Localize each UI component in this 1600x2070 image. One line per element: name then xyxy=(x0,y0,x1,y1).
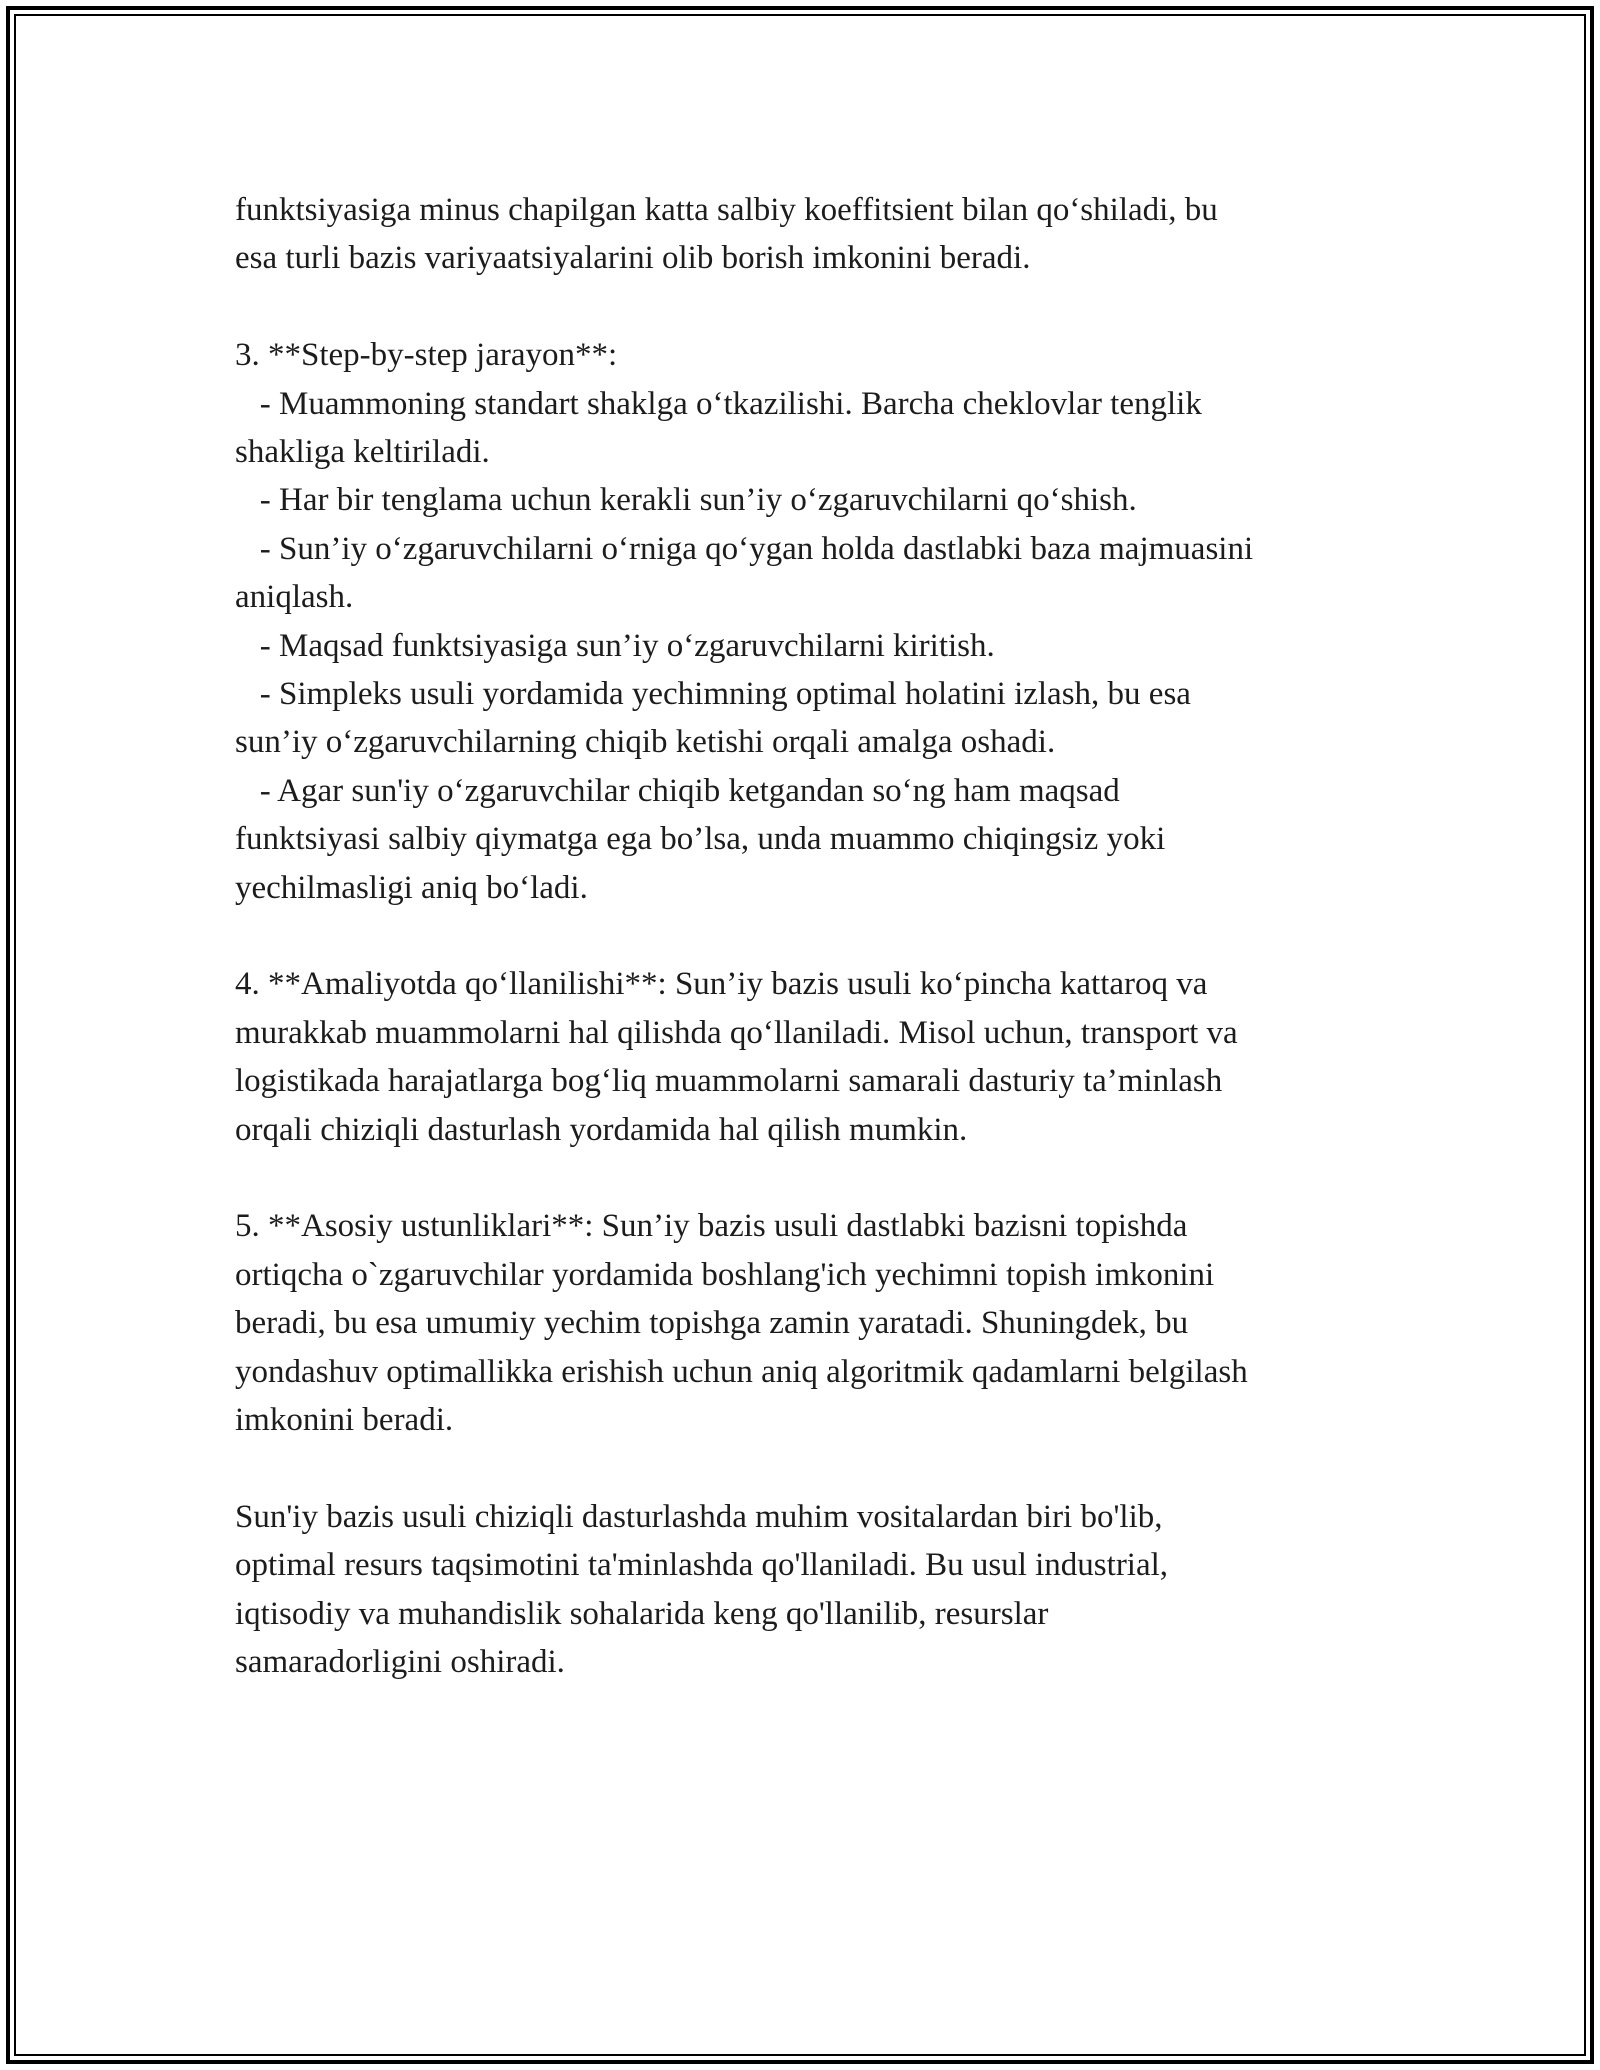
paragraph-continuation xyxy=(235,186,1395,283)
text-line: yechilmasligi aniq bo‘ladi. xyxy=(235,869,588,906)
text-line: imkonini beradi. xyxy=(235,1402,454,1439)
text-line: 5. **Asosiy ustunliklari**: Sun’iy bazis usuli dastlabki bazisni topishda xyxy=(235,1208,1188,1245)
text-line: aniqlash. xyxy=(235,579,354,616)
text-line: yondashuv optimallikka erishish uchun aniq algoritmik qadamlarni belgilash xyxy=(235,1353,1248,1390)
text-line: sun’iy o‘zgaruvchilarning chiqib ketishi orqali amalga oshadi. xyxy=(235,724,1056,761)
text-line: beradi, bu esa umumiy yechim topishga zamin yaratadi. Shuningdek, bu xyxy=(235,1305,1189,1342)
text-line: samaradorligini oshiradi. xyxy=(235,1644,565,1681)
text-line: ortiqcha o`zgaruvchilar yordamida boshlang'ich yechimni topish imkonini xyxy=(235,1256,1215,1293)
text-line: optimal resurs taqsimotini ta'minlashda qo'llaniladi. Bu usul industrial, xyxy=(235,1547,1169,1584)
text-line: funktsiyasi salbiy qiymatga ega bo’lsa, unda muammo chiqingsiz yoki xyxy=(235,821,1166,858)
text-line: murakkab muammolarni hal qilishda qo‘llaniladi. Misol uchun, transport va xyxy=(235,1014,1238,1051)
text-line: esa turli bazis variyaatsiyalarini olib borish imkonini beradi. xyxy=(235,240,1031,277)
text-line: iqtisodiy va muhandislik sohalarida keng qo'llanilib, resurslar xyxy=(235,1595,1049,1632)
text-line: - Agar sun'iy o‘zgaruvchilar chiqib ketgandan so‘ng ham maqsad xyxy=(235,772,1120,809)
paragraph-step-by-step xyxy=(235,331,1395,912)
text-line: Sun'iy bazis usuli chiziqli dasturlashda muhim vositalardan biri bo'lib, xyxy=(235,1498,1163,1535)
text-line: - Muammoning standart shaklga o‘tkazilishi. Barcha cheklovlar tenglik xyxy=(235,385,1202,422)
text-line: - Har bir tenglama uchun kerakli sun’iy o‘zgaruvchilarni qo‘shish. xyxy=(235,482,1137,519)
text-line: 3. **Step-by-step jarayon**: xyxy=(235,337,618,374)
text-line: logistikada harajatlarga bog‘liq muammolarni samarali dasturiy ta’minlash xyxy=(235,1063,1223,1100)
document-body xyxy=(235,186,1395,1735)
paragraph-amaliyotda xyxy=(235,960,1395,1154)
paragraph-conclusion xyxy=(235,1493,1395,1687)
paragraph-asosiy-ustunliklari xyxy=(235,1202,1395,1444)
text-line: funktsiyasiga minus chapilgan katta salbiy koeffitsient bilan qo‘shiladi, bu xyxy=(235,192,1218,228)
text-line: - Sun’iy o‘zgaruvchilarni o‘rniga qo‘ygan holda dastlabki baza majmuasini xyxy=(235,530,1254,567)
text-line: 4. **Amaliyotda qo‘llanilishi**: Sun’iy bazis usuli ko‘pincha kattaroq va xyxy=(235,966,1208,1003)
text-line: orqali chiziqli dasturlash yordamida hal qilish mumkin. xyxy=(235,1111,968,1148)
text-line: shakliga keltiriladi. xyxy=(235,434,490,471)
text-line: - Simpleks usuli yordamida yechimning optimal holatini izlash, bu esa xyxy=(235,676,1191,713)
text-line: - Maqsad funktsiyasiga sun’iy o‘zgaruvchilarni kiritish. xyxy=(235,627,995,664)
